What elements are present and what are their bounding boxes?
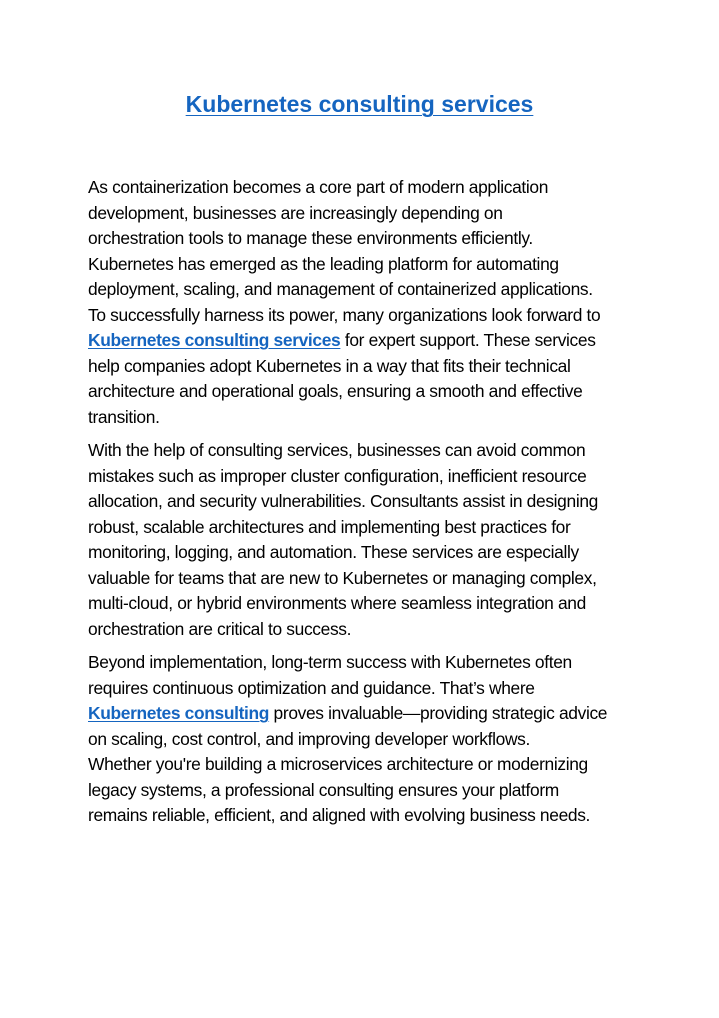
text-line: orchestration tools to manage these environments efficiently. xyxy=(88,228,533,248)
text-line: monitoring, logging, and automation. These services are especially xyxy=(88,542,579,562)
text-line: architecture and operational goals, ensuring a smooth and effective xyxy=(88,381,583,401)
kubernetes-consulting-link[interactable]: Kubernetes consulting xyxy=(88,703,270,723)
text-line: deployment, scaling, and management of containerized applications. xyxy=(88,279,593,299)
text-line: legacy systems, a professional consulting ensures your platform xyxy=(88,779,559,800)
text-line: help companies adopt Kubernetes in a way that fits their technical xyxy=(88,355,571,376)
text-line: development, businesses are increasingly depending on xyxy=(88,202,503,223)
text-line: orchestration are critical to success. xyxy=(88,618,352,639)
paragraph-intro xyxy=(88,175,636,430)
text-line: robust, scalable architectures and implementing best practices for xyxy=(88,516,571,537)
text-segment: proves invaluable—providing strategic advice xyxy=(269,703,608,723)
text-segment: for expert support. These services xyxy=(340,330,596,350)
text-line: multi-cloud, or hybrid environments where seamless integration and xyxy=(88,593,586,613)
text-line: transition. xyxy=(88,406,160,427)
text-line: To successfully harness its power, many organizations look forward to xyxy=(88,304,601,325)
document-body xyxy=(88,175,636,837)
text-line: on scaling, cost control, and improving developer workflows. xyxy=(88,728,531,749)
text-line: Kubernetes has emerged as the leading platform for automating xyxy=(88,253,559,274)
title-link[interactable]: Kubernetes consulting services xyxy=(185,91,534,117)
text-line: Whether you're building a microservices architecture or modernizing xyxy=(88,754,588,774)
text-line: valuable for teams that are new to Kubernetes or managing complex, xyxy=(88,567,597,588)
page-title xyxy=(0,88,719,120)
paragraph-benefits xyxy=(88,438,636,642)
kubernetes-consulting-services-link[interactable]: Kubernetes consulting services xyxy=(88,330,341,350)
paragraph-long-term xyxy=(88,650,636,829)
text-line: With the help of consulting services, businesses can avoid common xyxy=(88,440,586,460)
text-line: Beyond implementation, long-term success with Kubernetes often xyxy=(88,652,572,672)
text-line: remains reliable, efficient, and aligned with evolving business needs. xyxy=(88,805,591,825)
text-line: As containerization becomes a core part of modern application xyxy=(88,177,549,197)
text-line: allocation, and security vulnerabilities. Consultants assist in designing xyxy=(88,491,598,511)
text-line: mistakes such as improper cluster configuration, inefficient resource xyxy=(88,465,587,486)
text-line: requires continuous optimization and guidance. That’s where xyxy=(88,677,535,698)
